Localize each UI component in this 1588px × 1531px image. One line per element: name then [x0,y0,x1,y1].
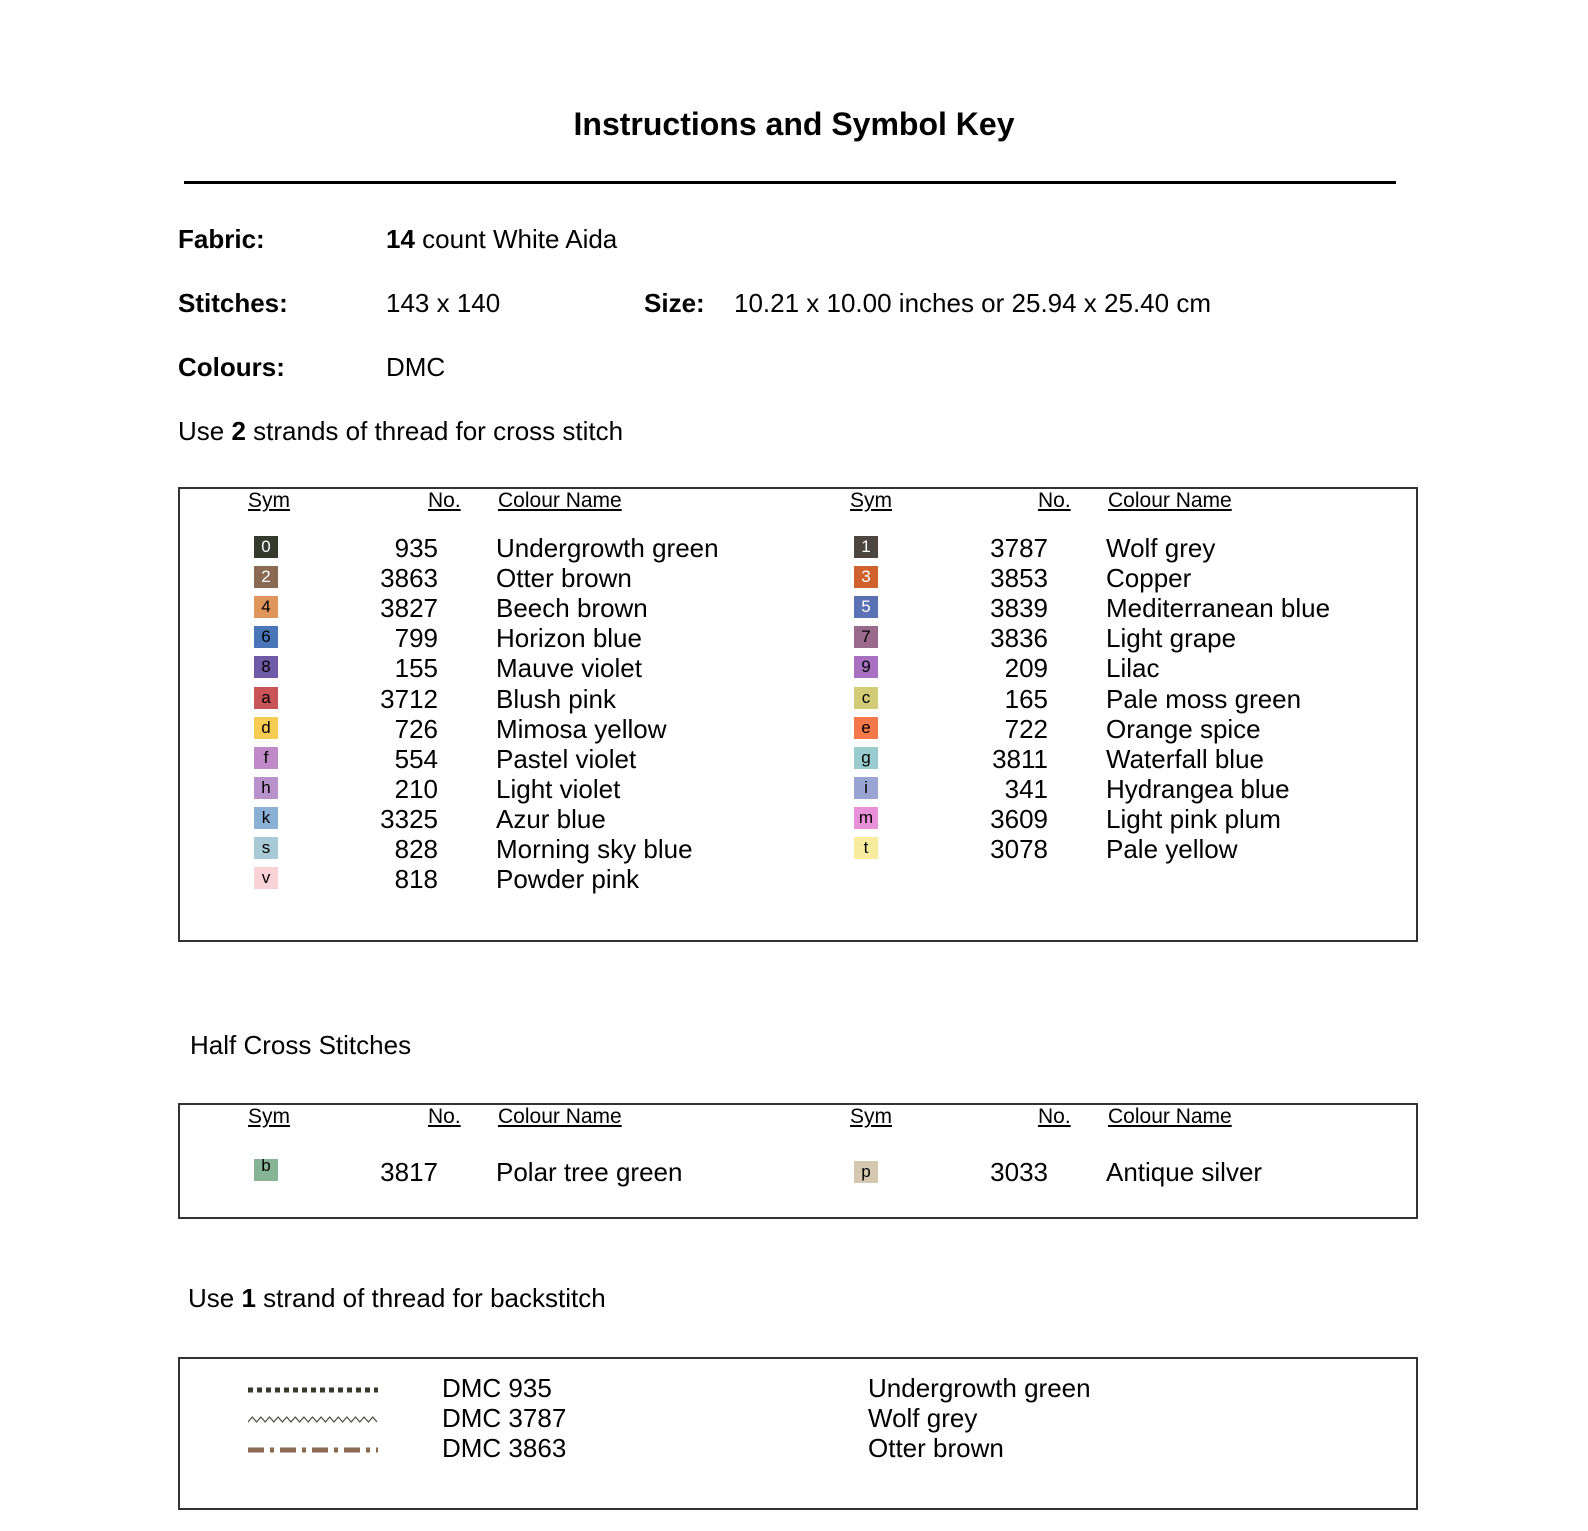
stitches-value: 143 x 140 [386,288,501,318]
cross-stitch-key-table [178,487,1418,942]
colour-name: Light grape [1106,623,1237,654]
colour-name: Mimosa yellow [496,713,667,744]
dotted-line-icon [248,1386,378,1394]
symbol-swatch: p [854,1161,878,1183]
colour-name: Pale moss green [1106,683,1302,714]
colour-name: Hydrangea blue [1106,773,1290,804]
symbol-swatch: 5 [854,596,878,618]
colour-name: Lilac [1106,653,1160,684]
note-text: strand of thread for backstitch [255,1283,606,1313]
colour-name: Otter brown [496,563,632,594]
dmc-number: 722 [1004,713,1048,744]
colour-name: Polar tree green [496,1157,683,1187]
backstitch-code: DMC 3787 [442,1403,567,1433]
symbol-swatch: 7 [854,626,878,648]
colour-name: Mauve violet [496,653,642,684]
header-no: No. [428,489,461,512]
colours-value: DMC [386,352,446,382]
backstitch-key-table [178,1357,1418,1510]
backstitch-code: DMC 935 [442,1373,552,1403]
half-cross-title: Half Cross Stitches [190,1030,412,1060]
header-no: No. [1038,1105,1071,1128]
dmc-number: 155 [394,653,438,684]
colour-name: Powder pink [496,864,640,895]
fabric-count: 14 [386,224,415,254]
size-value: 10.21 x 10.00 inches or 25.94 x 25.40 cm [734,288,1211,318]
colour-name: Waterfall blue [1106,743,1264,774]
dmc-number: 554 [394,743,438,774]
dmc-number: 3712 [380,683,438,714]
symbol-swatch: 9 [854,656,878,678]
symbol-swatch: m [854,807,878,829]
header-sym: Sym [850,489,892,512]
backstitch-colour-name: Otter brown [868,1433,1004,1463]
colour-name: Undergrowth green [496,533,719,563]
colour-name: Mediterranean blue [1106,593,1331,624]
dmc-number: 828 [394,834,438,864]
symbol-swatch: h [254,777,278,799]
fabric-label: Fabric: [178,224,265,254]
dmc-number: 341 [1004,773,1048,804]
note-text: strands of thread for cross stitch [245,416,624,446]
dmc-number: 3853 [990,563,1048,594]
colour-name: Beech brown [496,593,648,624]
symbol-swatch: 8 [254,656,278,678]
title-divider [184,181,1396,184]
symbol-swatch: c [854,687,878,709]
header-colour-name: Colour Name [1108,1105,1232,1128]
colours-label: Colours: [178,352,285,382]
dmc-number: 799 [394,623,438,654]
colour-name: Antique silver [1106,1157,1263,1187]
dmc-number: 3836 [990,623,1048,654]
colour-name: Orange spice [1106,713,1261,744]
backstitch-colour-name: Undergrowth green [868,1373,1091,1403]
symbol-swatch: 6 [254,626,278,648]
dmc-number: 210 [394,773,438,804]
dmc-number: 3325 [380,803,438,834]
strand-count: 1 [241,1283,256,1313]
backstitch-code: DMC 3863 [442,1433,567,1463]
dmc-number: 3863 [380,563,438,594]
dmc-number: 3609 [990,803,1048,834]
symbol-swatch: g [854,747,878,769]
symbol-swatch: e [854,717,878,739]
colour-name: Light violet [496,773,621,804]
dmc-number: 209 [1004,653,1048,684]
symbol-swatch: b [254,1159,278,1181]
size-label: Size: [644,288,705,318]
symbol-swatch: f [254,747,278,769]
symbol-swatch: 2 [254,566,278,588]
symbol-swatch: s [254,837,278,859]
symbol-swatch: 3 [854,566,878,588]
header-colour-name: Colour Name [1108,489,1232,512]
colour-name: Light pink plum [1106,803,1281,834]
header-sym: Sym [850,1105,892,1128]
symbol-swatch: t [854,837,878,859]
header-no: No. [1038,489,1071,512]
dmc-number: 3827 [380,593,438,624]
colour-name: Morning sky blue [496,834,693,864]
fabric-type: count White Aida [414,224,618,254]
dmc-number: 165 [1004,683,1048,714]
dash-dot-line-icon [248,1446,378,1454]
backstitch-colour-name: Wolf grey [868,1403,978,1433]
symbol-swatch: 4 [254,596,278,618]
colour-name: Blush pink [496,683,616,714]
note-text: Use [178,416,232,446]
symbol-swatch: k [254,807,278,829]
dmc-number: 935 [394,533,438,563]
backstitch-note [188,1283,606,1314]
dmc-number: 3811 [992,743,1048,774]
note-text: Use [188,1283,242,1313]
dmc-number: 3033 [990,1157,1048,1187]
symbol-swatch: i [854,777,878,799]
fabric-value [386,224,617,255]
symbol-swatch: a [254,687,278,709]
colour-name: Copper [1106,563,1192,594]
dmc-number: 3817 [380,1157,438,1187]
header-colour-name: Colour Name [498,1105,622,1128]
dmc-number: 3078 [990,834,1048,864]
symbol-swatch: 1 [854,536,878,558]
colour-name: Pastel violet [496,743,637,774]
colour-name: Azur blue [496,803,606,834]
colour-name: Pale yellow [1106,834,1238,864]
colour-name: Horizon blue [496,623,642,654]
page-title: Instructions and Symbol Key [573,106,1015,142]
header-colour-name: Colour Name [498,489,622,512]
symbol-swatch: d [254,717,278,739]
header-sym: Sym [248,1105,290,1128]
dmc-number: 3839 [990,593,1048,624]
header-no: No. [428,1105,461,1128]
cross-stitch-note [178,416,623,447]
header-sym: Sym [248,489,290,512]
colour-name: Wolf grey [1106,533,1216,563]
strand-count: 2 [231,416,246,446]
zigzag-line-icon [248,1416,378,1424]
dmc-number: 818 [394,864,438,895]
symbol-swatch: v [254,867,278,889]
stitches-label: Stitches: [178,288,288,318]
symbol-swatch: 0 [254,536,278,558]
dmc-number: 3787 [990,533,1048,563]
dmc-number: 726 [394,713,438,744]
half-cross-key-table [178,1103,1418,1219]
